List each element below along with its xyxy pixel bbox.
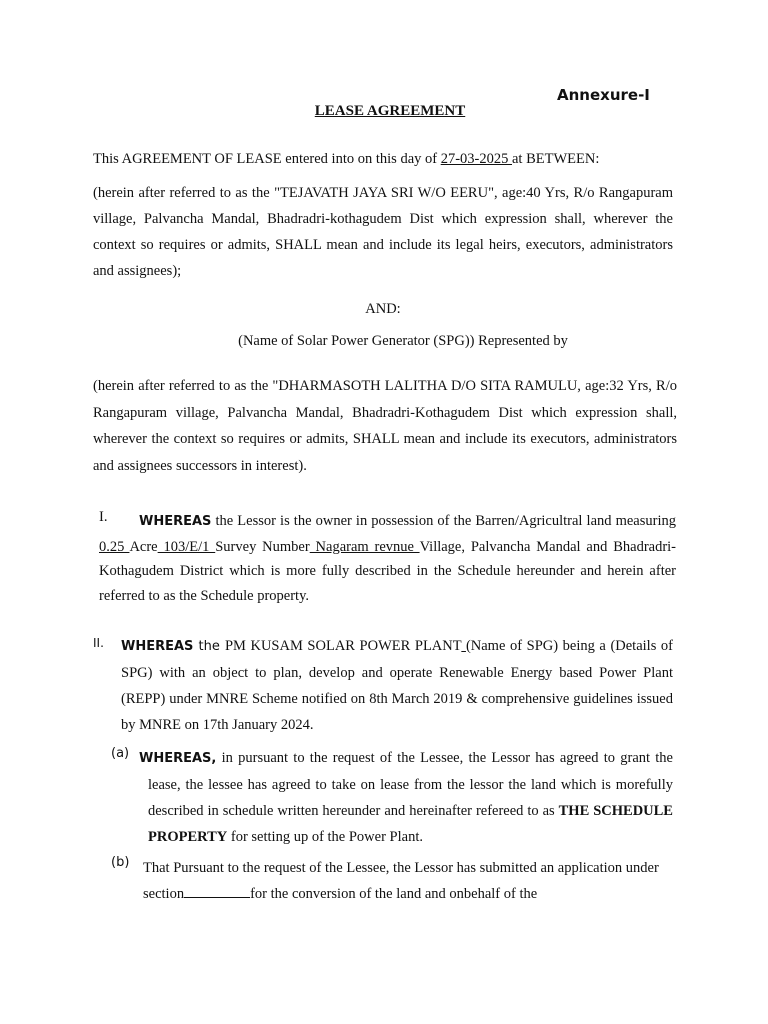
lessee-paragraph: (herein after referred to as the "DHARMASOTH LALITHA D/O SITA RAMULU, age:32 Yrs, R/o Rangapuram village, Palvancha Mandal, Bhadradri-Kothagudem Dist which expression shall, wherever the context so requires or admits, SHALL mean and include its executors, administrators and assignees successors in interest). [93,378,677,474]
clause-a-whereas: WHEREAS, [139,751,217,766]
clause-1-whereas: WHEREAS [139,514,212,529]
clause-1-part-2: Acre [129,538,158,555]
lessor-paragraph: (herein after referred to as the "TEJAVATH JAYA SRI W/O EERU", age:40 Yrs, R/o Rangapuram village, Palvancha Mandal, Bhadradri-kothagudem Dist which expression shall, wherever the context so requires or admits, SHALL mean and include its legal heirs, executors, administrators and assignees); [93,185,673,279]
clause-2-text [121,633,673,738]
clause-b-number: (b) [111,855,130,870]
clause-a-number: (a) [111,746,130,761]
intro-line [93,151,599,168]
spg-representation-line: (Name of Solar Power Generator (SPG)) Represented by [238,333,568,349]
section-blank-field [184,885,250,898]
intro-prefix: This AGREEMENT OF LEASE entered into on this day of [93,151,441,167]
clause-b-text [143,855,673,907]
survey-number: 103/E/1 [157,538,216,555]
clause-2-the: the [193,639,225,654]
clause-a-part-2: for setting up of the Power Plant. [227,829,423,845]
clause-1-number: I. [99,509,108,525]
clause-b-part-2: for the conversion of the land and onbehalf of the [250,886,538,902]
clause-a-text [139,745,673,850]
intro-suffix: at BETWEEN: [512,151,600,167]
clause-a-part-1: in pursuant to the request of the Lessee, the Lessor has agreed to grant the lease, the lessee has agreed to take on lease from the lessor the land which is morefully described in schedule written hereunder and hereinafter refereed to as [148,750,673,819]
clause-2-whereas: WHEREAS [121,639,194,654]
clause-1-part-1: the Lessor is the owner in possession of the Barren/Agricultral land measuring [211,513,676,529]
document-title: LEASE AGREEMENT [314,103,466,119]
land-area: 0.25 [99,538,130,555]
schedule-property-term: THE SCHEDULE PROPERTY [148,803,673,845]
clause-1-part-4: Village, Palvancha Mandal and Bhadradri-Kothagudem District which is more fully described in the Schedule hereunder and herein after referred to as the Schedule property. [99,538,677,604]
clause-1-part-3: Survey Number [215,538,310,555]
annexure-label: Annexure-I [557,86,650,104]
clause-1-text [99,509,676,608]
clause-b-part-1: That Pursuant to the request of the Lessee, the Lessor has submitted an application under section [143,860,659,902]
village-name: Nagaram revnue [309,538,420,555]
agreement-date: 27-03-2025 [440,151,512,167]
clause-2-part-2: (Name of SPG) being a (Details of SPG) with an object to plan, develop and operate Renewable Energy based Power Plant (REPP) under MNRE Scheme notified on 8th March 2019 & comprehensive guidelines issued by MNRE on 17th January 2024. [121,638,674,733]
spg-name: PM KUSAM SOLAR POWER PLANT [224,638,462,654]
and-separator: AND: [365,301,401,317]
clause-2-number: II. [93,636,104,650]
